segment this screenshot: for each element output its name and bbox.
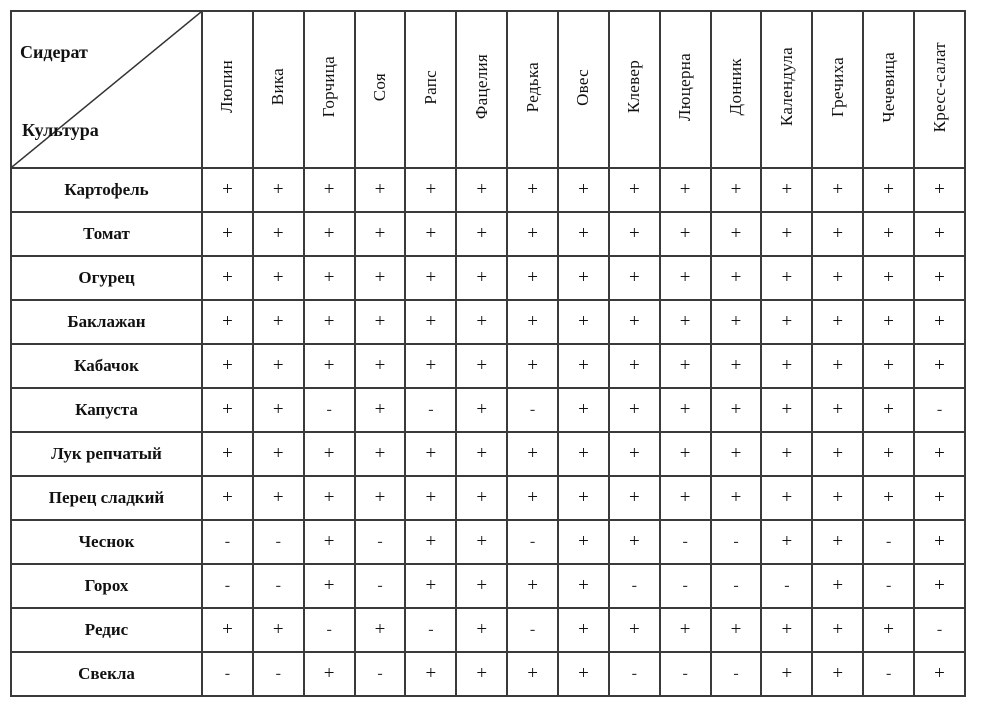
table-cell: -: [202, 652, 253, 696]
table-cell: -: [355, 564, 406, 608]
table-cell: +: [253, 256, 304, 300]
table-cell: +: [863, 388, 914, 432]
table-cell: +: [405, 520, 456, 564]
table-cell: +: [405, 168, 456, 212]
table-cell: -: [253, 564, 304, 608]
table-cell: +: [456, 652, 507, 696]
table-cell: +: [558, 432, 609, 476]
table-cell: +: [812, 256, 863, 300]
table-cell: +: [456, 300, 507, 344]
table-cell: +: [711, 256, 762, 300]
header-row: [11, 11, 965, 168]
table-cell: +: [761, 256, 812, 300]
table-cell: +: [507, 432, 558, 476]
table-cell: +: [405, 432, 456, 476]
column-header: [711, 11, 762, 168]
table-cell: +: [863, 608, 914, 652]
table-cell: -: [202, 520, 253, 564]
table-cell: +: [660, 168, 711, 212]
table-row: [11, 432, 965, 476]
column-header: [253, 11, 304, 168]
column-header-label: Вика: [268, 68, 288, 106]
column-header: [863, 11, 914, 168]
table-cell: +: [202, 212, 253, 256]
column-header-label: Клевер: [624, 60, 644, 114]
corner-label-crop: Культура: [22, 120, 99, 140]
table-cell: -: [202, 564, 253, 608]
column-header-label: Кресс-салат: [929, 41, 949, 133]
table-cell: +: [812, 476, 863, 520]
row-label: Томат: [11, 212, 202, 256]
column-header-label: Чечевица: [878, 51, 898, 123]
row-label: Кабачок: [11, 344, 202, 388]
table-cell: -: [304, 388, 355, 432]
table-row: [11, 476, 965, 520]
table-row: [11, 564, 965, 608]
table-cell: +: [558, 300, 609, 344]
table-cell: +: [914, 168, 965, 212]
column-header-label: Рапс: [420, 69, 440, 105]
table-cell: -: [609, 564, 660, 608]
table-cell: +: [711, 212, 762, 256]
table-cell: +: [914, 212, 965, 256]
table-cell: +: [558, 652, 609, 696]
table-cell: +: [507, 476, 558, 520]
table-cell: +: [609, 608, 660, 652]
table-cell: +: [761, 432, 812, 476]
table-cell: +: [914, 256, 965, 300]
column-header-label: Овес: [573, 68, 593, 106]
corner-cell: [11, 11, 202, 168]
column-header-label: Фацелия: [471, 54, 491, 120]
table-row: [11, 212, 965, 256]
table-cell: +: [812, 212, 863, 256]
table-cell: +: [456, 344, 507, 388]
column-header: [304, 11, 355, 168]
table-cell: +: [914, 564, 965, 608]
table-cell: +: [761, 520, 812, 564]
table-cell: +: [711, 344, 762, 388]
table-cell: -: [507, 388, 558, 432]
table-cell: +: [558, 256, 609, 300]
table-cell: -: [711, 564, 762, 608]
table-cell: -: [761, 564, 812, 608]
table-cell: +: [711, 168, 762, 212]
table-cell: +: [456, 256, 507, 300]
table-row: [11, 388, 965, 432]
column-header-label: Соя: [370, 72, 389, 102]
table-cell: +: [812, 344, 863, 388]
table-cell: +: [761, 388, 812, 432]
table-cell: +: [253, 344, 304, 388]
table-cell: +: [812, 520, 863, 564]
column-header: [812, 11, 863, 168]
table-cell: +: [711, 476, 762, 520]
table-cell: +: [304, 652, 355, 696]
table-cell: +: [761, 212, 812, 256]
table-cell: +: [761, 300, 812, 344]
column-header: [761, 11, 812, 168]
table-cell: +: [863, 344, 914, 388]
table-cell: +: [456, 168, 507, 212]
table-cell: -: [863, 564, 914, 608]
table-cell: +: [914, 344, 965, 388]
table-cell: +: [711, 608, 762, 652]
table-cell: +: [812, 300, 863, 344]
table-cell: +: [558, 608, 609, 652]
table-cell: +: [253, 608, 304, 652]
table-cell: +: [405, 212, 456, 256]
table-cell: +: [253, 168, 304, 212]
table-cell: +: [660, 300, 711, 344]
table-cell: +: [863, 256, 914, 300]
table-cell: +: [812, 608, 863, 652]
table-cell: +: [711, 432, 762, 476]
column-header-label: Люцерна: [675, 52, 695, 122]
table-cell: +: [609, 300, 660, 344]
table-cell: +: [863, 212, 914, 256]
table-row: [11, 168, 965, 212]
table-row: [11, 344, 965, 388]
table-cell: +: [405, 300, 456, 344]
table-cell: +: [660, 432, 711, 476]
table-cell: +: [355, 608, 406, 652]
table-cell: +: [202, 476, 253, 520]
table-cell: +: [761, 344, 812, 388]
column-header: [405, 11, 456, 168]
table-cell: +: [405, 564, 456, 608]
table-cell: +: [456, 388, 507, 432]
corner-label-green-manure: Сидерат: [20, 42, 88, 62]
table-cell: +: [304, 300, 355, 344]
column-header: [355, 11, 406, 168]
table-cell: -: [507, 608, 558, 652]
table-cell: +: [507, 564, 558, 608]
table-cell: -: [660, 652, 711, 696]
table-cell: +: [761, 168, 812, 212]
table-body: [11, 168, 965, 696]
table-cell: +: [761, 652, 812, 696]
column-header-label: Календула: [776, 47, 796, 127]
table-cell: +: [304, 212, 355, 256]
table-cell: +: [355, 388, 406, 432]
table-cell: +: [863, 300, 914, 344]
table-cell: +: [761, 476, 812, 520]
table-cell: +: [253, 300, 304, 344]
table-cell: +: [558, 520, 609, 564]
row-label: Чеснок: [11, 520, 202, 564]
row-label: Огурец: [11, 256, 202, 300]
table-cell: +: [812, 168, 863, 212]
compatibility-table-sheet: [10, 10, 972, 700]
table-cell: +: [914, 476, 965, 520]
table-cell: +: [507, 168, 558, 212]
table-cell: -: [914, 608, 965, 652]
table-cell: +: [609, 212, 660, 256]
table-cell: +: [609, 432, 660, 476]
table-cell: +: [202, 608, 253, 652]
column-header: [202, 11, 253, 168]
column-header: [558, 11, 609, 168]
column-header-label: Горчица: [319, 56, 339, 118]
table-cell: -: [405, 608, 456, 652]
table-cell: +: [812, 432, 863, 476]
table-cell: +: [660, 344, 711, 388]
table-cell: -: [711, 652, 762, 696]
table-cell: +: [355, 476, 406, 520]
table-cell: +: [507, 212, 558, 256]
table-row: [11, 256, 965, 300]
table-cell: -: [253, 652, 304, 696]
table-cell: -: [711, 520, 762, 564]
table-cell: +: [812, 388, 863, 432]
table-cell: +: [456, 432, 507, 476]
table-cell: +: [456, 476, 507, 520]
table-cell: +: [355, 344, 406, 388]
table-cell: +: [609, 520, 660, 564]
table-cell: +: [558, 212, 609, 256]
row-label: Редис: [11, 608, 202, 652]
column-header-label: Донник: [726, 58, 746, 116]
table-cell: +: [711, 300, 762, 344]
table-cell: +: [863, 432, 914, 476]
table-cell: +: [304, 432, 355, 476]
row-label: Капуста: [11, 388, 202, 432]
table-cell: +: [812, 564, 863, 608]
table-cell: +: [660, 212, 711, 256]
table-cell: +: [609, 344, 660, 388]
table-cell: +: [507, 652, 558, 696]
row-label: Горох: [11, 564, 202, 608]
table-cell: +: [202, 168, 253, 212]
row-label: Баклажан: [11, 300, 202, 344]
table-cell: -: [914, 388, 965, 432]
table-cell: +: [609, 168, 660, 212]
table-cell: -: [660, 520, 711, 564]
table-cell: -: [507, 520, 558, 564]
table-cell: -: [609, 652, 660, 696]
table-row: [11, 300, 965, 344]
table-cell: +: [202, 388, 253, 432]
table-cell: +: [456, 608, 507, 652]
table-cell: -: [863, 652, 914, 696]
table-cell: +: [202, 300, 253, 344]
table-cell: +: [304, 564, 355, 608]
table-cell: -: [355, 520, 406, 564]
row-label: Лук репчатый: [11, 432, 202, 476]
table-cell: +: [253, 212, 304, 256]
table-cell: -: [304, 608, 355, 652]
column-header: [456, 11, 507, 168]
table-cell: +: [304, 476, 355, 520]
column-header: [660, 11, 711, 168]
table-cell: +: [914, 300, 965, 344]
table-cell: +: [660, 476, 711, 520]
column-header-label: Люпин: [217, 60, 237, 114]
table-cell: +: [202, 256, 253, 300]
table-cell: +: [304, 520, 355, 564]
table-cell: +: [863, 168, 914, 212]
column-header: [914, 11, 965, 168]
table-cell: +: [304, 344, 355, 388]
row-label: Перец сладкий: [11, 476, 202, 520]
table-cell: +: [355, 212, 406, 256]
row-label: Картофель: [11, 168, 202, 212]
column-header: [609, 11, 660, 168]
table-cell: -: [660, 564, 711, 608]
table-cell: +: [660, 256, 711, 300]
column-header: [507, 11, 558, 168]
compatibility-table: [10, 10, 966, 697]
table-cell: +: [456, 564, 507, 608]
table-cell: +: [456, 520, 507, 564]
table-cell: -: [405, 388, 456, 432]
table-cell: +: [660, 608, 711, 652]
table-cell: +: [558, 388, 609, 432]
table-cell: +: [253, 476, 304, 520]
column-header-label: Редька: [522, 61, 542, 113]
table-cell: +: [558, 476, 609, 520]
table-cell: +: [253, 388, 304, 432]
table-cell: +: [558, 168, 609, 212]
table-cell: +: [202, 432, 253, 476]
table-cell: +: [507, 300, 558, 344]
table-cell: -: [355, 652, 406, 696]
table-row: [11, 652, 965, 696]
table-cell: +: [304, 256, 355, 300]
table-cell: +: [609, 256, 660, 300]
table-cell: -: [253, 520, 304, 564]
table-cell: +: [405, 652, 456, 696]
table-cell: +: [609, 388, 660, 432]
table-cell: +: [914, 520, 965, 564]
table-cell: +: [711, 388, 762, 432]
table-cell: +: [914, 652, 965, 696]
table-cell: +: [355, 256, 406, 300]
table-cell: +: [355, 300, 406, 344]
table-cell: +: [304, 168, 355, 212]
table-cell: +: [558, 564, 609, 608]
table-cell: +: [558, 344, 609, 388]
table-row: [11, 520, 965, 564]
table-cell: +: [202, 344, 253, 388]
table-cell: +: [609, 476, 660, 520]
table-cell: +: [405, 256, 456, 300]
table-cell: +: [507, 256, 558, 300]
table-cell: +: [405, 344, 456, 388]
column-header-label: Гречиха: [827, 57, 847, 117]
table-cell: +: [914, 432, 965, 476]
table-cell: +: [456, 212, 507, 256]
table-cell: +: [405, 476, 456, 520]
table-cell: +: [253, 432, 304, 476]
table-cell: +: [355, 432, 406, 476]
table-cell: +: [761, 608, 812, 652]
table-cell: +: [660, 388, 711, 432]
table-row: [11, 608, 965, 652]
table-cell: -: [863, 520, 914, 564]
row-label: Свекла: [11, 652, 202, 696]
table-cell: +: [863, 476, 914, 520]
table-cell: +: [507, 344, 558, 388]
table-cell: +: [812, 652, 863, 696]
table-cell: +: [355, 168, 406, 212]
